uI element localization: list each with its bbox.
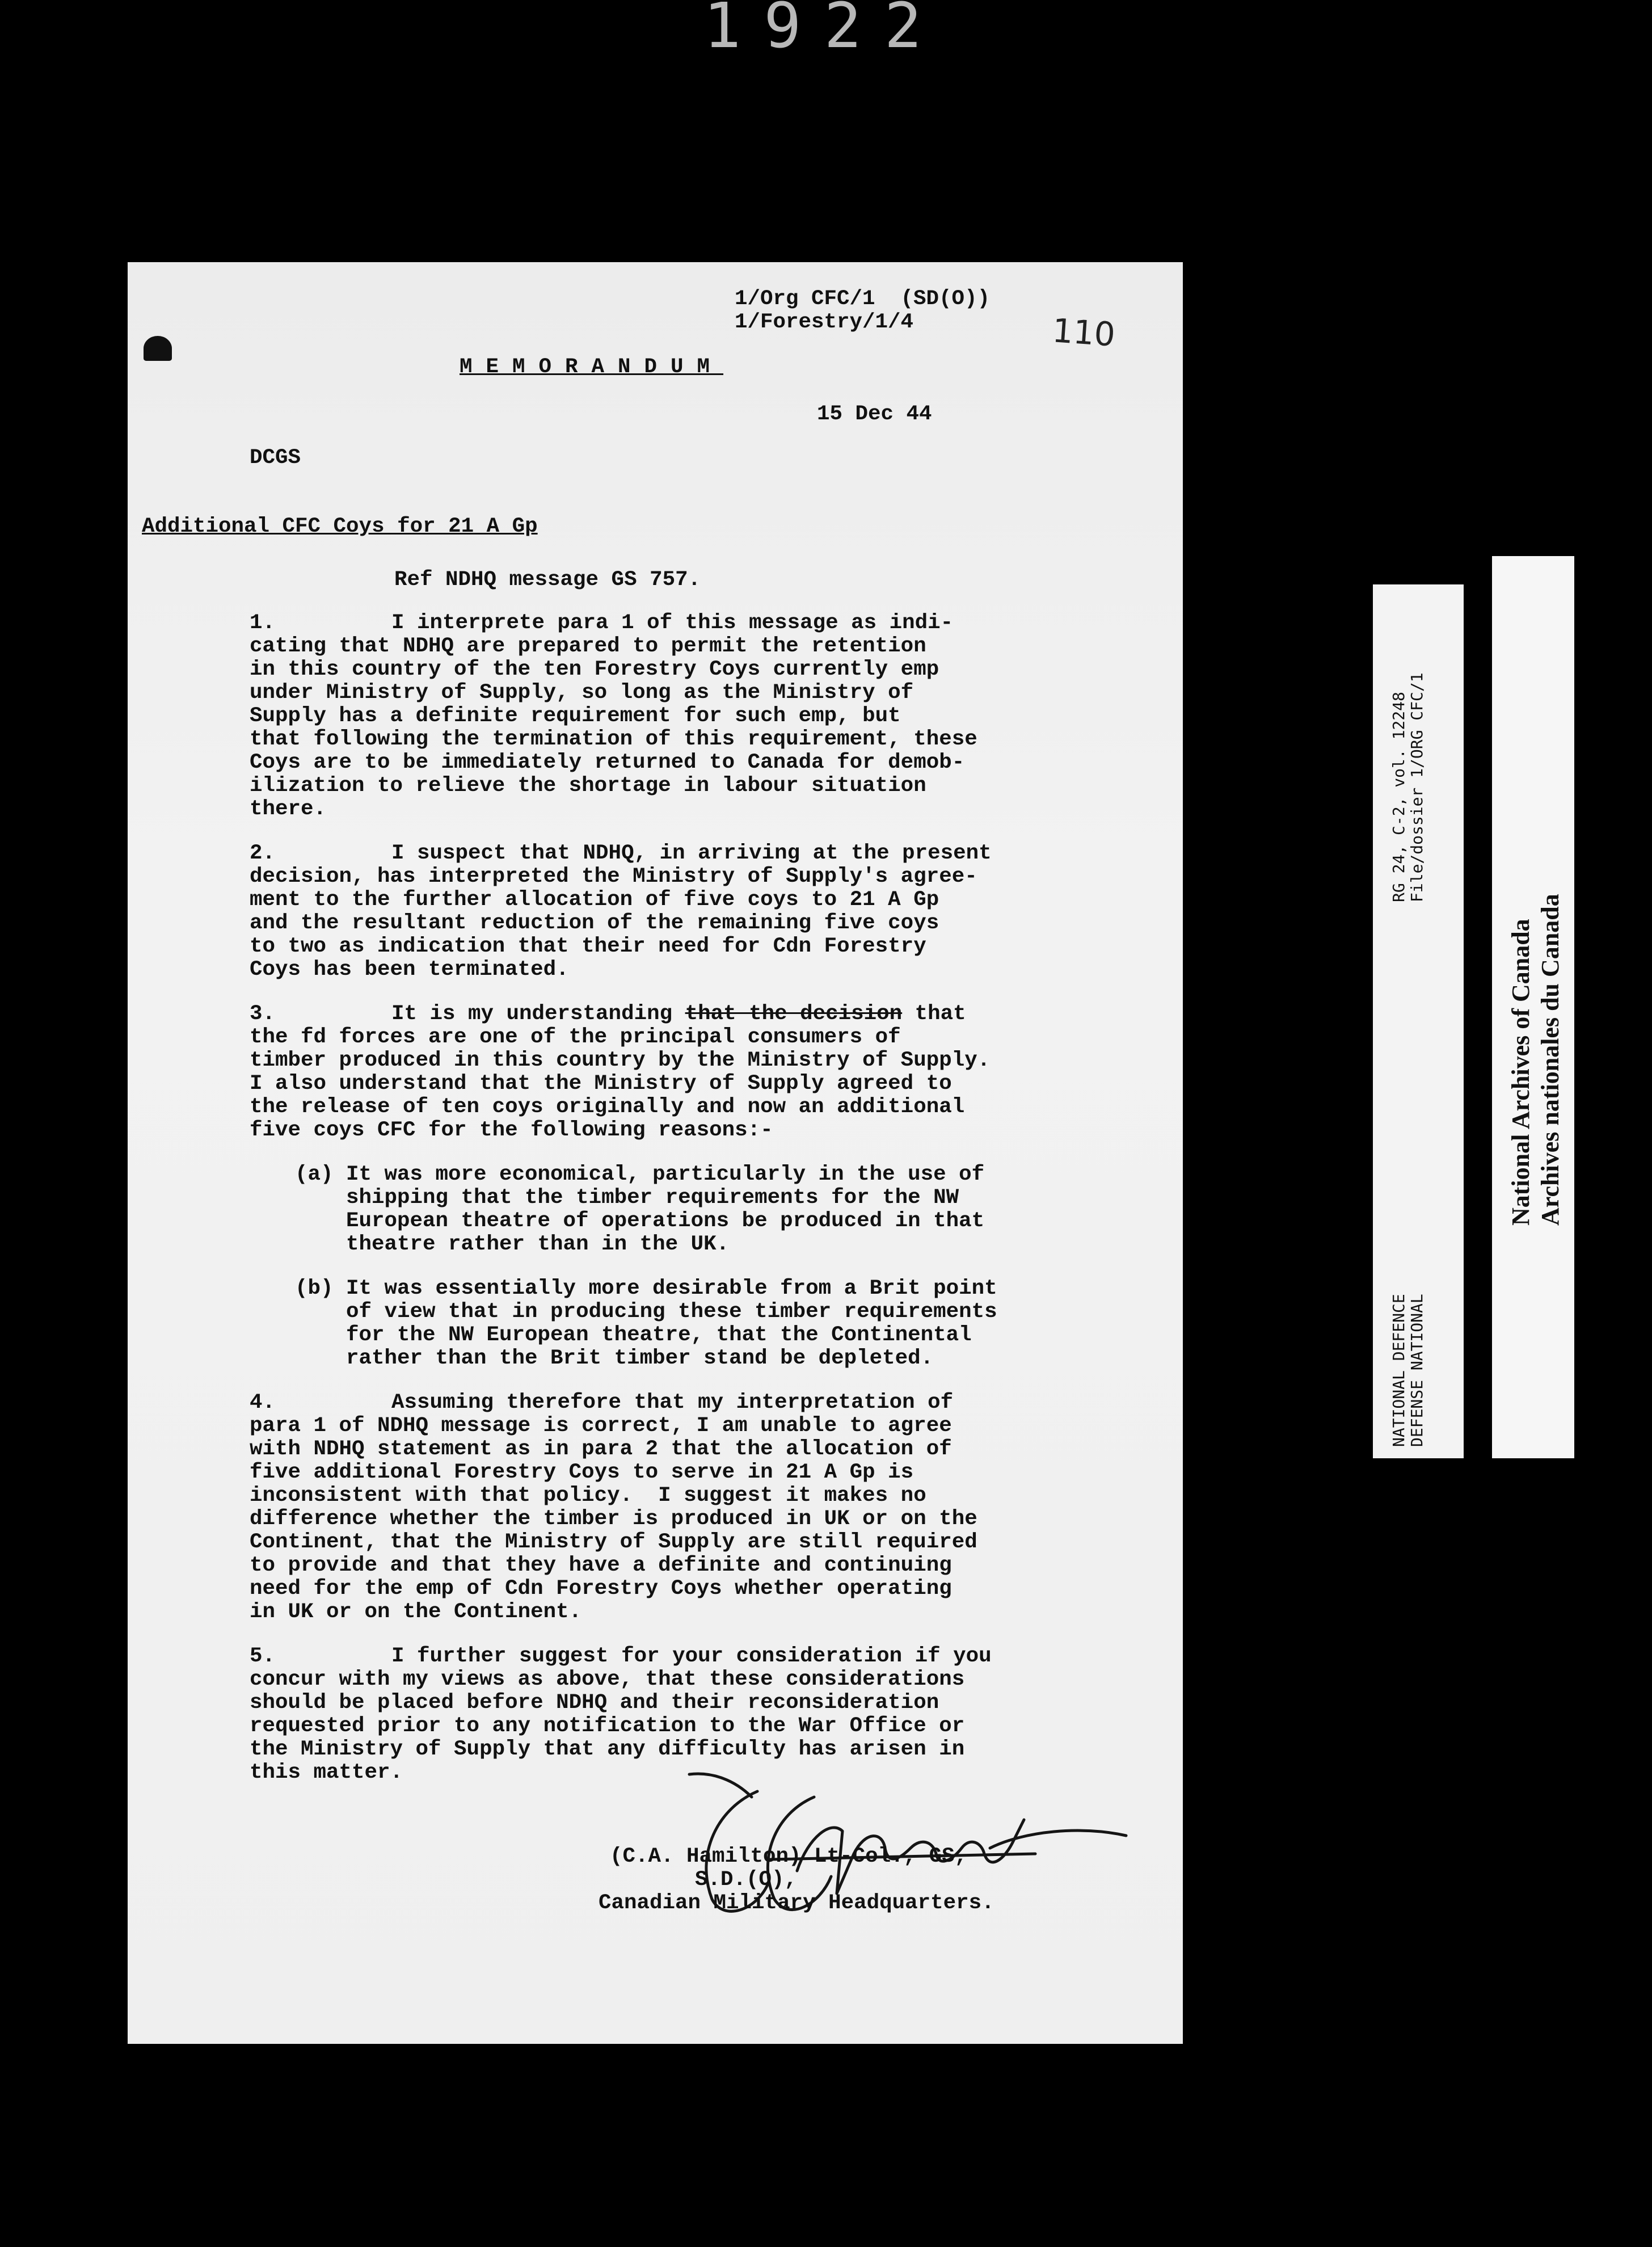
- memo-date: 15 Dec 44: [817, 402, 932, 426]
- para4-line: inconsistent with that policy. I suggest it makes no: [250, 1484, 926, 1508]
- archive-file-line: File/dossier 1/ORG CFC/1: [1407, 672, 1426, 902]
- para3a-line: European theatre of operations be produced in that: [346, 1209, 985, 1233]
- para3-line: timber produced in this country by the Ministry of Supply.: [250, 1049, 991, 1072]
- para4-line: with NDHQ statement as in para 2 that the allocation of: [250, 1437, 952, 1461]
- microfilm-frame-number: 1922: [703, 0, 945, 51]
- archives-name: [1506, 894, 1565, 1226]
- para3-line: the release of ten coys originally and now an additional: [250, 1095, 965, 1119]
- para1-line: Coys are to be immediately returned to Canada for demob-: [250, 751, 965, 775]
- para1-line: I interprete para 1 of this message as indi-: [391, 611, 954, 635]
- para4-line: difference whether the timber is produced in UK or on the: [250, 1507, 977, 1531]
- para5-line: requested prior to any notification to the War Office or: [250, 1714, 965, 1738]
- para3b-line: of view that in producing these timber requirements: [346, 1300, 997, 1324]
- para2-line: I suspect that NDHQ, in arriving at the present: [391, 841, 992, 865]
- ref-code-1: 1/Org CFC/1 (SD(O)): [735, 287, 991, 311]
- para4-line: five additional Forestry Coys to serve in 21 A Gp is: [250, 1461, 914, 1484]
- subject-line: Additional CFC Coys for 21 A Gp: [142, 515, 538, 538]
- para3b-label: (b): [295, 1277, 334, 1301]
- para4-line: need for the emp of Cdn Forestry Coys whether operating: [250, 1577, 952, 1601]
- para1-line: that following the termination of this requirement, these: [250, 727, 977, 751]
- para2-line: ment to the further allocation of five coys to 21 A Gp: [250, 888, 939, 912]
- para4-line: to provide and that they have a definite and continuing: [250, 1554, 952, 1577]
- department-french: DEFENSE NATIONAL: [1407, 1294, 1426, 1447]
- para3b-line: It was essentially more desirable from a Brit point: [346, 1277, 997, 1301]
- para1-line: in this country of the ten Forestry Coys currently emp: [250, 658, 939, 681]
- para3-number: 3.: [250, 1002, 276, 1026]
- para2-line: decision, has interpreted the Ministry of Supply's agree-: [250, 865, 977, 889]
- punch-hole-mark: [144, 336, 172, 361]
- para4-line: Assuming therefore that my interpretation of: [391, 1391, 954, 1415]
- para5-line: concur with my views as above, that these considerations: [250, 1668, 965, 1691]
- para3-line: I also understand that the Ministry of Supply agreed to: [250, 1072, 952, 1096]
- para1-line: there.: [250, 797, 327, 821]
- archive-label-strip-right: [1492, 556, 1574, 1458]
- reference-line: Ref NDHQ message GS 757.: [394, 568, 701, 592]
- folio-number: 110: [1051, 311, 1116, 354]
- para4-line: in UK or on the Continent.: [250, 1600, 582, 1624]
- para3-after: that: [902, 1002, 966, 1026]
- signatory-unit: S.D.(O),: [695, 1868, 798, 1892]
- para1-number: 1.: [250, 611, 276, 635]
- signatory-name: (C.A. Hamilton) Lt-Col., GS,: [610, 1845, 968, 1869]
- para1-line: under Ministry of Supply, so long as the Ministry of: [250, 681, 914, 705]
- para3a-label: (a): [295, 1163, 334, 1186]
- archive-file-reference: [1390, 672, 1426, 902]
- memorandum-page: [128, 262, 1183, 2044]
- para1-line: cating that NDHQ are prepared to permit the retention: [250, 634, 926, 658]
- archives-name-french: Archives nationales du Canada: [1536, 894, 1564, 1226]
- para2-line: and the resultant reduction of the remaining five coys: [250, 911, 939, 935]
- para2-line: Coys has been terminated.: [250, 958, 569, 982]
- ref-code-2: 1/Forestry/1/4: [735, 310, 914, 334]
- department-english: NATIONAL DEFENCE: [1389, 1294, 1408, 1447]
- archive-label-strip-left: [1373, 584, 1464, 1458]
- para5-line: should be placed before NDHQ and their reconsideration: [250, 1691, 939, 1715]
- signatory-hq: Canadian Military Headquarters.: [599, 1891, 994, 1915]
- para4-line: para 1 of NDHQ message is correct, I am unable to agree: [250, 1414, 952, 1438]
- para4-line: Continent, that the Ministry of Supply are still required: [250, 1530, 977, 1554]
- para3b-line: rather than the Brit timber stand be depleted.: [346, 1346, 934, 1370]
- para1-line: ilization to relieve the shortage in labour situation: [250, 774, 926, 798]
- para5-line: this matter.: [250, 1761, 403, 1785]
- archive-rg-line: RG 24, C-2, vol. 12248: [1389, 692, 1408, 902]
- para3-line: five coys CFC for the following reasons:-: [250, 1118, 773, 1142]
- addressee: DCGS: [250, 446, 301, 470]
- archives-name-english: National Archives of Canada: [1507, 919, 1535, 1226]
- para1-line: Supply has a definite requirement for such emp, but: [250, 704, 901, 728]
- para3-first-line: [391, 1003, 966, 1026]
- para3a-line: shipping that the timber requirements for the NW: [346, 1186, 959, 1210]
- para5-line: the Ministry of Supply that any difficulty has arisen in: [250, 1737, 965, 1761]
- para5-number: 5.: [250, 1644, 276, 1668]
- para3a-line: theatre rather than in the UK.: [346, 1232, 730, 1256]
- para3a-line: It was more economical, particularly in the use of: [346, 1163, 985, 1186]
- para2-number: 2.: [250, 841, 276, 865]
- para4-number: 4.: [250, 1391, 276, 1415]
- para3-lead: It is my understanding: [391, 1002, 685, 1026]
- para3-struck-text: that the decision: [685, 1002, 903, 1026]
- para3-line: the fd forces are one of the principal consumers of: [250, 1025, 901, 1049]
- para2-line: to two as indication that their need for Cdn Forestry: [250, 935, 926, 958]
- memo-title: MEMORANDUM: [460, 355, 724, 379]
- department-label: [1390, 1294, 1426, 1447]
- para3b-line: for the NW European theatre, that the Continental: [346, 1323, 972, 1347]
- para5-line: I further suggest for your consideration if you: [391, 1644, 992, 1668]
